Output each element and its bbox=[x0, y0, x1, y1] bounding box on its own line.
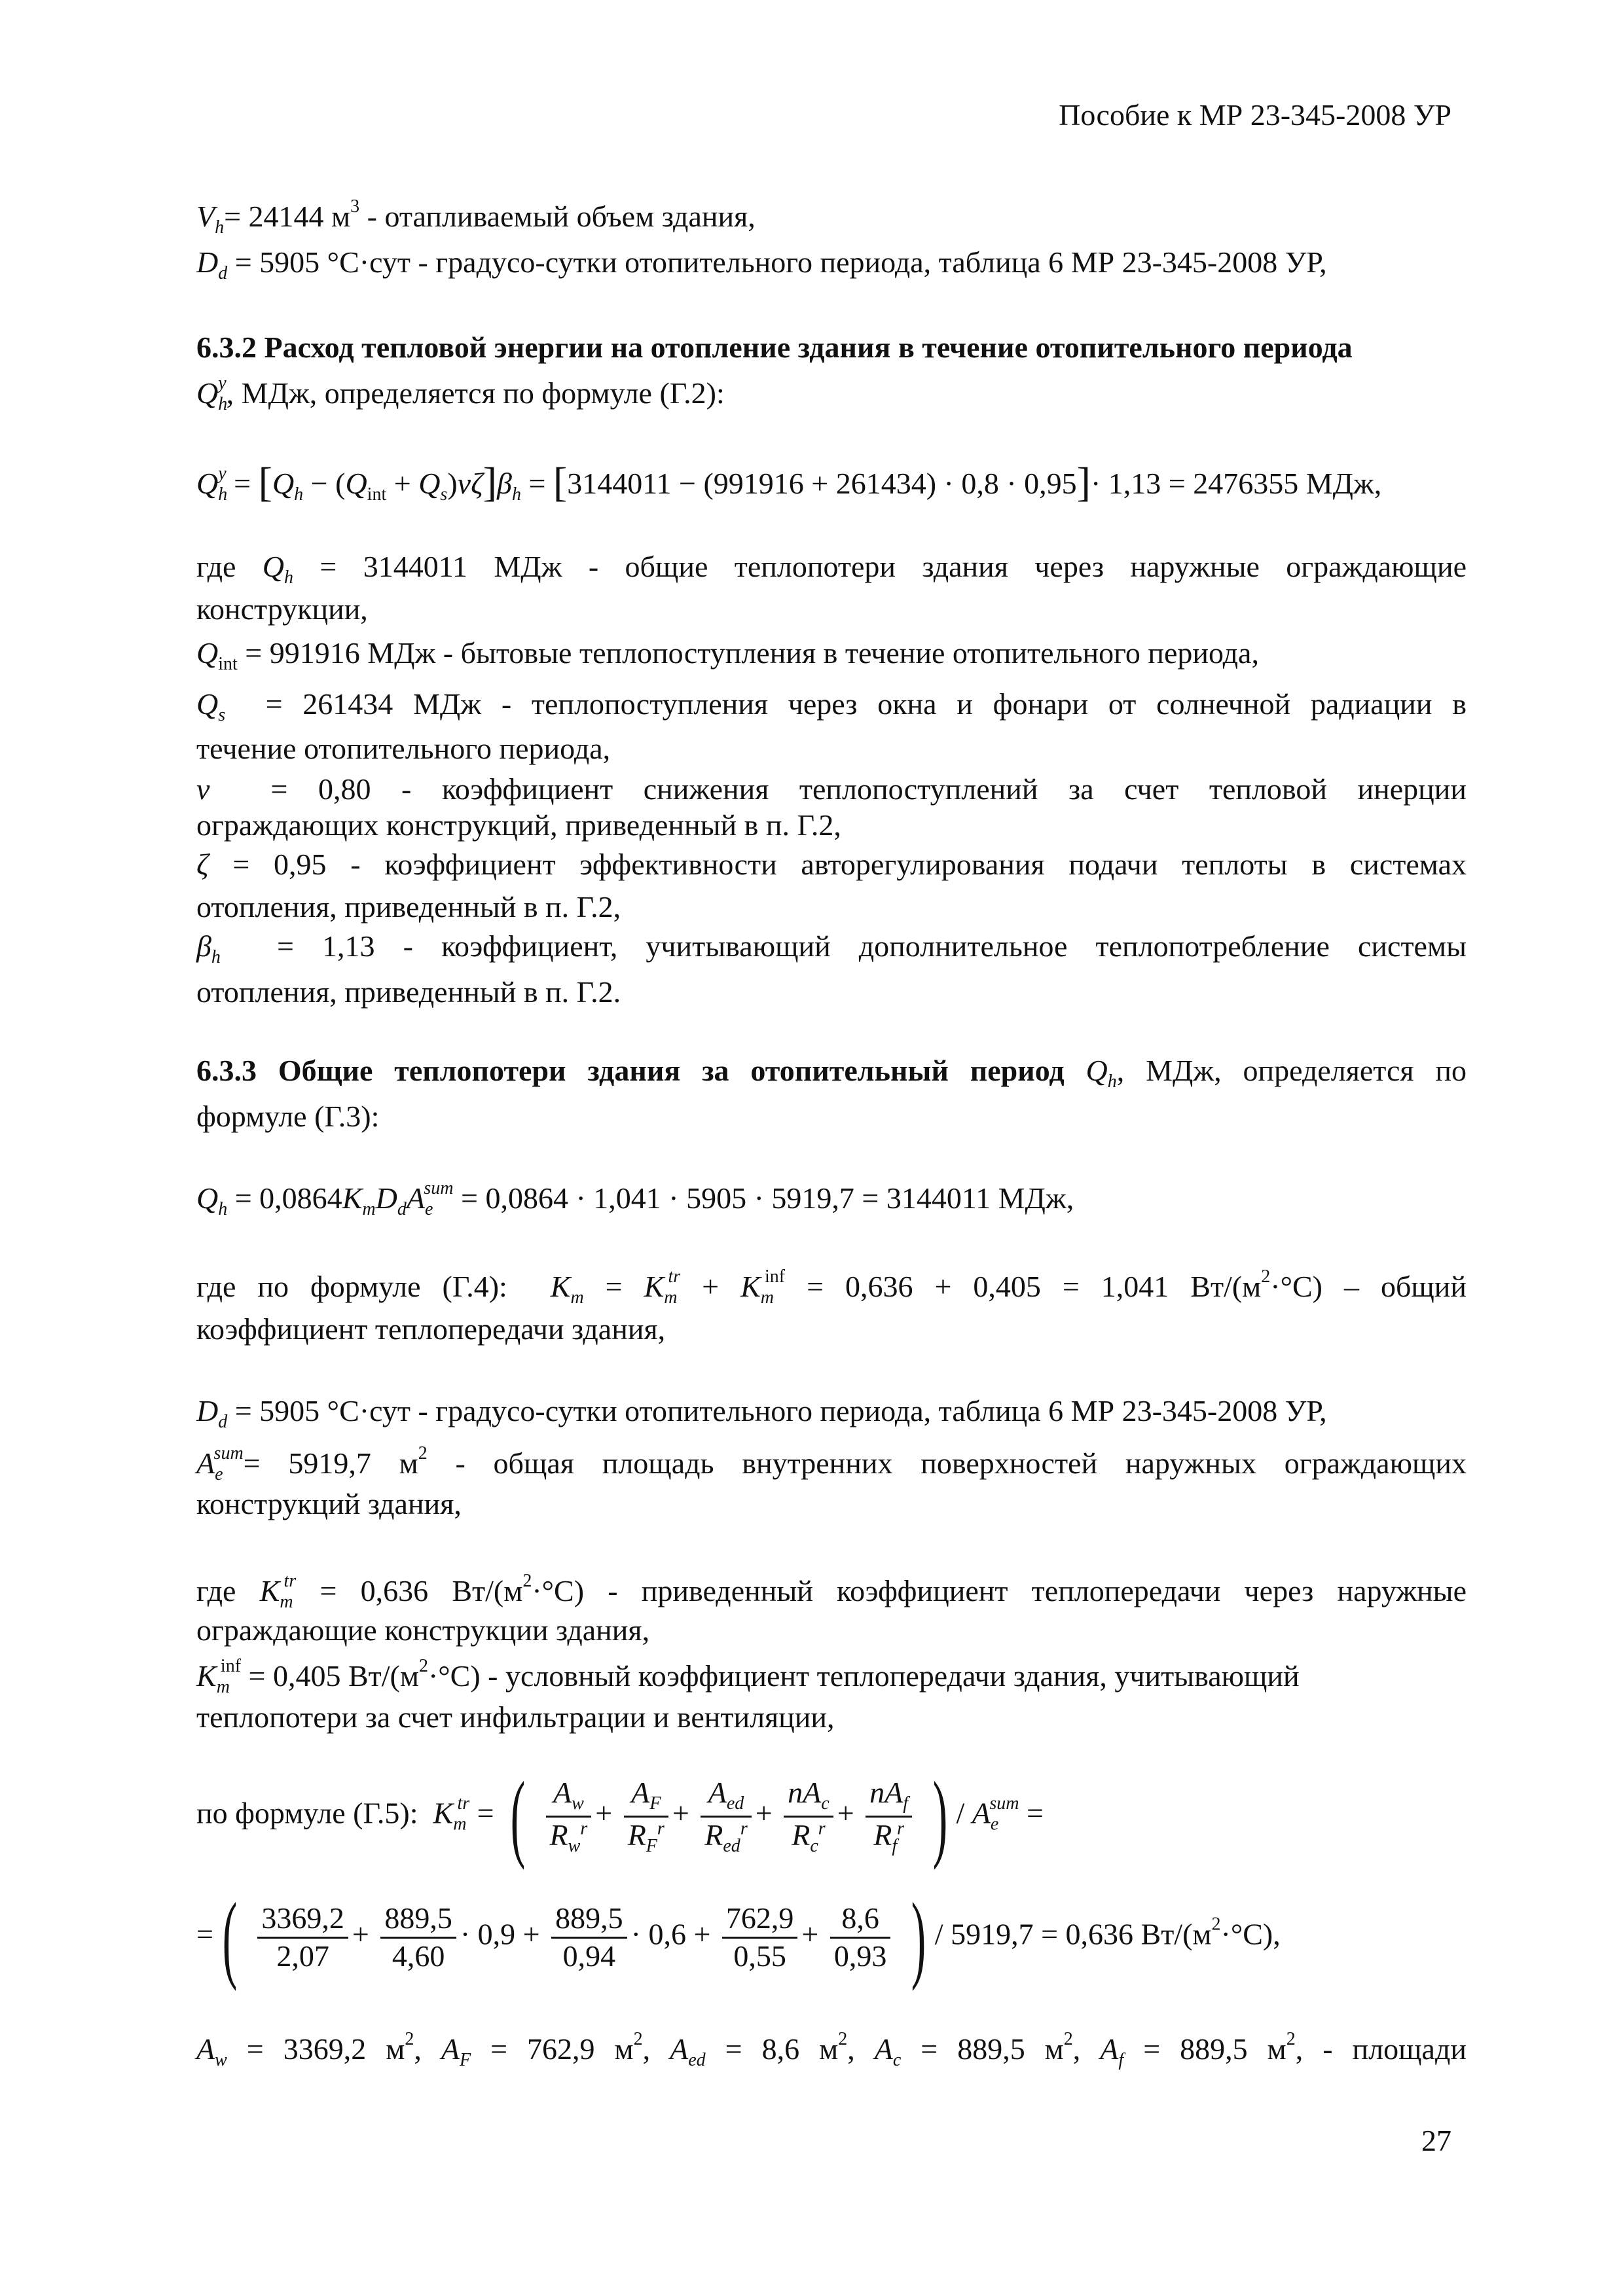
section-632-heading: 6.3.2 Расход тепловой энергии на отопление здания в течение отопительного периода bbox=[196, 331, 1353, 364]
page-header: Пособие к МР 23-345-2008 УР bbox=[1059, 98, 1451, 132]
formula-g2: $Q_h^y = [Q_h - (Q_{int} + Q_s)\nu\zeta]\beta_h = [3144011 - (991916 + 261434) \cdot 0,8 \cdot 0,95]\cdot 1,13 = 2476355$ МДж, bbox=[196, 459, 1382, 505]
dd-line: $D_d = 5905$ °С·сут - градусо-сутки отопительного периода, таблица 6 МР 23-345-2008 УР, bbox=[196, 245, 1327, 283]
kinf-line: $K_m^{inf} = 0,405$ $Вт/(м^2\cdot^\circ С)$ - условный коэффициент теплопередачи здания, учитывающий bbox=[196, 1656, 1300, 1697]
qint-line: $Q_{int} = 991916$ МДж - бытовые теплопоступления в течение отопительного периода, bbox=[196, 636, 1259, 674]
zeta-line-2: отопления, приведенный в п. Г.2, bbox=[196, 890, 621, 924]
zeta-line: ζ = 0,95 - коэффициент эффективности авторегулирования подачи теплоты в системах bbox=[196, 848, 1467, 881]
page-number: 27 bbox=[1421, 2124, 1451, 2157]
qh-where: где $Q_h = 3144011$ МДж - общие теплопотери здания через наружные ограждающие bbox=[196, 550, 1467, 588]
ktr-line: где $K_m^{tr} = 0,636$ $Вт/(м^2\cdot^\circ С)$ - приведенный коэффициент теплопередачи через наружные bbox=[196, 1571, 1467, 1612]
nu-line-2: ограждающих конструкций, приведенный в п. Г.2, bbox=[196, 808, 841, 842]
qh-where-2: конструкции, bbox=[196, 592, 368, 626]
dd2-line: $D_d = 5905$ °С·сут - градусо-сутки отопительного периода, таблица 6 МР 23-345-2008 УР, bbox=[196, 1394, 1327, 1432]
beta-line-2: отопления, приведенный в п. Г.2. bbox=[196, 975, 621, 1009]
formula-g4: где по формуле (Г.4): $K_m = K_m^{tr} + K_m^{inf} = 0,636 + 0,405 = 1,041$ $Вт/(м^2\cdot^\circ С)$ – общий bbox=[196, 1266, 1467, 1308]
ktr-line-2: ограждающие конструкции здания, bbox=[196, 1613, 650, 1647]
section-633-sub: формуле (Г.3): bbox=[196, 1100, 380, 1133]
section-633-heading: 6.3.3 Общие теплопотери здания за отопительный период $Q_h$, МДж, определяется по bbox=[196, 1054, 1467, 1092]
qs-line: $Q_s = 261434$ МДж - теплопоступления через окна и фонари от солнечной радиации в bbox=[196, 687, 1467, 725]
ae-line-2: конструкций здания, bbox=[196, 1487, 462, 1520]
formula-g4-2: коэффициент теплопередачи здания, bbox=[196, 1312, 666, 1346]
nu-line: ν = 0,80 - коэффициент снижения теплопоступлений за счет тепловой инерции bbox=[196, 772, 1467, 806]
beta-line: $\beta_h = 1,13$ - коэффициент, учитывающий дополнительное теплопотребление системы bbox=[196, 929, 1467, 967]
vh-line: $V_h= 24144$ $м^3$ - отапливаемый объем здания, bbox=[196, 196, 756, 238]
qs-line-2: течение отопительного периода, bbox=[196, 732, 611, 765]
ae-line: $A_e^{sum}= 5919,7$ $м^2$ - общая площадь внутренних поверхностей наружных ограждающих bbox=[196, 1443, 1467, 1484]
section-632-sub: $Q_h^y$, МДж, определяется по формуле (Г.2): bbox=[196, 373, 725, 414]
formula-g3: $Q_h = 0,0864K_mD_dA_e^{sum} = 0,0864 \cdot 1,041 \cdot 5905 \cdot 5919,7 = 3144011$ МДж, bbox=[196, 1178, 1074, 1219]
formula-g5-numeric: =( $\frac{3369,2}{2,07}$ + $\frac{889,5}{4,60}$ · 0,9 + $\frac{889,5}{0,94}$ · 0,6 + $\frac{762,9}{0,55}$ + $\frac{8,6}{0,93}$ ) / 5919,7 = 0,636 $Вт/(м^2\cdot^\circ С)$, bbox=[196, 1883, 1281, 1992]
kinf-line-2: теплопотери за счет инфильтрации и вентиляции, bbox=[196, 1700, 835, 1734]
formula-g5: по формуле (Г.5): $K_m^{tr}$ = ( $\frac{A_w}{R_w^r}$ + $\frac{A_F}{R_F^r}$ + $\frac{A_{ed}}{R_{ed}^r}$ + $\frac{nA_c}{R_c^r}$ + $\frac{nA_f}{R_f^r}$ ) / $A_e^{sum}$ = bbox=[196, 1762, 1044, 1871]
areas-line: $A_w = 3369,2$ $м^2$, $A_F = 762,9$ $м^2$, $A_{ed} = 8,6$ $м^2$, $A_c = 889,5$ $м^2$, $A_f = 889,5$ $м^2$, - площади bbox=[196, 2029, 1467, 2070]
